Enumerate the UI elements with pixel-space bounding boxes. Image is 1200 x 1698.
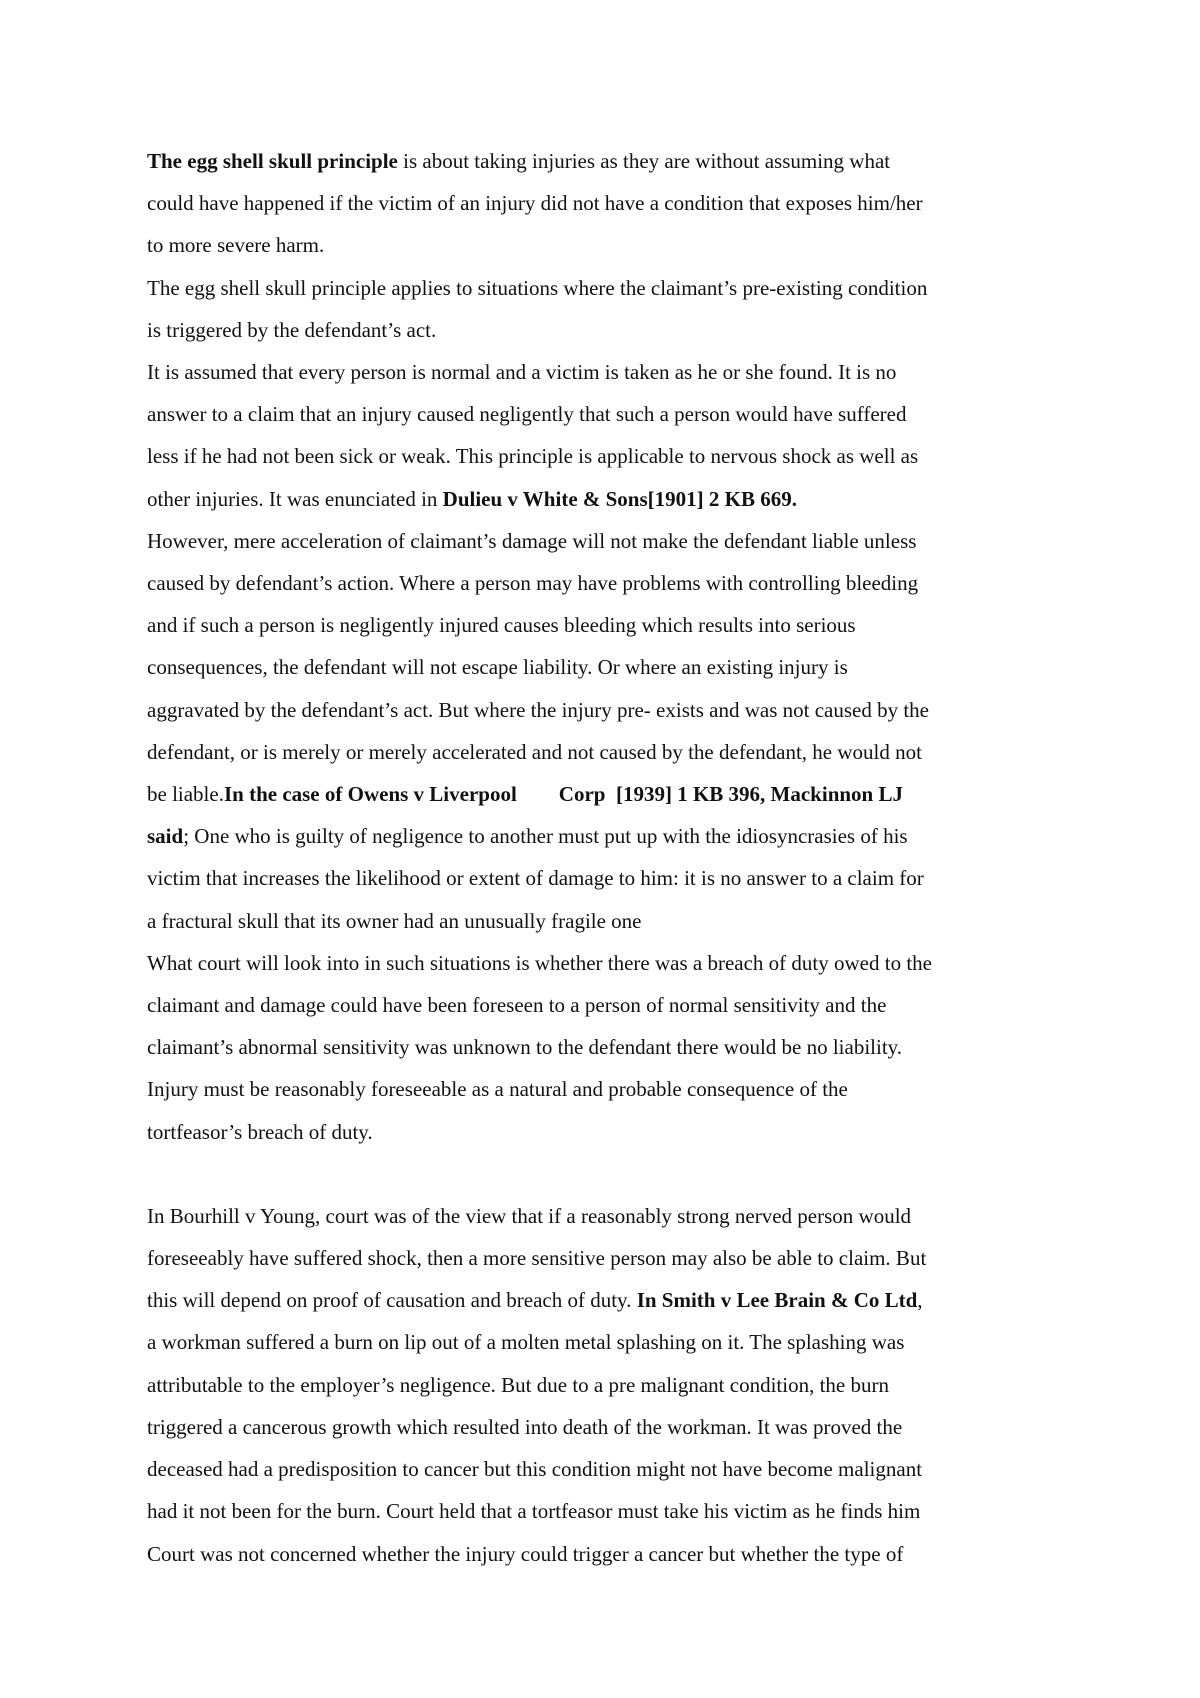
text-line: tortfeasor’s breach of duty. xyxy=(147,1119,373,1144)
text-line: In Bourhill v Young, court was of the view that if a reasonably strong nerved person would xyxy=(147,1203,912,1228)
text-line: less if he had not been sick or weak. This principle is applicable to nervous shock as well as xyxy=(147,444,919,469)
text-line: triggered a cancerous growth which resulted into death of the workman. It was proved the xyxy=(147,1414,903,1439)
text-run: , xyxy=(917,1288,923,1313)
text-run: this will depend on proof of causation and breach of duty. xyxy=(147,1288,637,1313)
text-line: could have happened if the victim of an injury did not have a condition that exposes him/her xyxy=(147,191,923,216)
document-page xyxy=(147,140,1077,1575)
bold-term: said xyxy=(147,824,184,849)
text-line: aggravated by the defendant’s act. But where the injury pre- exists and was not caused by the xyxy=(147,697,929,722)
text-line xyxy=(147,478,1077,520)
text-line: had it not been for the burn. Court held that a tortfeasor must take his victim as he finds him xyxy=(147,1499,921,1524)
case-citation: Dulieu v White & Sons[1901] 2 KB 669. xyxy=(442,486,797,511)
text-line: deceased had a predisposition to cancer but this condition might not have become malignant xyxy=(147,1457,923,1482)
text-line: Injury must be reasonably foreseeable as a natural and probable consequence of the xyxy=(147,1077,848,1102)
text-line: caused by defendant’s action. Where a person may have problems with controlling bleeding xyxy=(147,571,919,596)
text-line: a fractural skull that its owner had an unusually fragile one xyxy=(147,908,642,933)
text-line: and if such a person is negligently injured causes bleeding which results into serious xyxy=(147,613,856,638)
text-run: ; One who is guilty of negligence to another must put up with the idiosyncrasies of his xyxy=(183,824,908,849)
text-line: foreseeably have suffered shock, then a more sensitive person may also be able to claim. But xyxy=(147,1246,927,1271)
text-line: Court was not concerned whether the injury could trigger a cancer but whether the type of xyxy=(147,1541,904,1566)
text-line: a workman suffered a burn on lip out of a molten metal splashing on it. The splashing was xyxy=(147,1330,905,1355)
case-citation: In Smith v Lee Brain & Co Ltd xyxy=(636,1288,918,1313)
paragraph-bourhill-smith xyxy=(147,1195,1077,1575)
paragraph-application xyxy=(147,267,1077,351)
text-line: answer to a claim that an injury caused negligently that such a person would have suffered xyxy=(147,402,907,427)
text-line: claimant and damage could have been foreseen to a person of normal sensitivity and the xyxy=(147,993,887,1018)
paragraph-court-consideration xyxy=(147,942,1077,1153)
text-line xyxy=(147,1279,1077,1321)
text-line: to more severe harm. xyxy=(147,233,325,258)
text-line: is triggered by the defendant’s act. xyxy=(147,317,437,342)
text-line xyxy=(147,140,1077,182)
paragraph-spacer xyxy=(147,1153,1077,1195)
text-run: is about taking injuries as they are without assuming what xyxy=(397,149,891,173)
text-run: be liable. xyxy=(147,782,224,807)
text-line: defendant, or is merely or merely accelerated and not caused by the defendant, he would not xyxy=(147,739,922,764)
text-line: victim that increases the likelihood or extent of damage to him: it is no answer to a claim for xyxy=(147,866,924,891)
text-line: It is assumed that every person is normal and a victim is taken as he or she found. It is no xyxy=(147,360,897,385)
text-line: consequences, the defendant will not escape liability. Or where an existing injury is xyxy=(147,655,848,680)
paragraph-acceleration xyxy=(147,520,1077,942)
text-line: claimant’s abnormal sensitivity was unknown to the defendant there would be no liability. xyxy=(147,1035,903,1060)
text-run: other injuries. It was enunciated in xyxy=(147,486,443,511)
text-line: The egg shell skull principle applies to situations where the claimant’s pre-existing condition xyxy=(147,275,928,300)
text-line: What court will look into in such situations is whether there was a breach of duty owed to the xyxy=(147,950,932,975)
case-citation: In the case of Owens v Liverpool Corp [1939] 1 KB 396, Mackinnon LJ xyxy=(223,782,903,807)
text-line xyxy=(147,815,1077,857)
text-line xyxy=(147,773,1077,815)
text-line: attributable to the employer’s negligence. But due to a pre malignant condition, the burn xyxy=(147,1372,889,1397)
paragraph-egg-shell-definition xyxy=(147,140,1077,267)
paragraph-normal-person xyxy=(147,351,1077,520)
text-line: However, mere acceleration of claimant’s damage will not make the defendant liable unless xyxy=(147,528,917,553)
bold-term: The egg shell skull principle xyxy=(147,149,398,173)
